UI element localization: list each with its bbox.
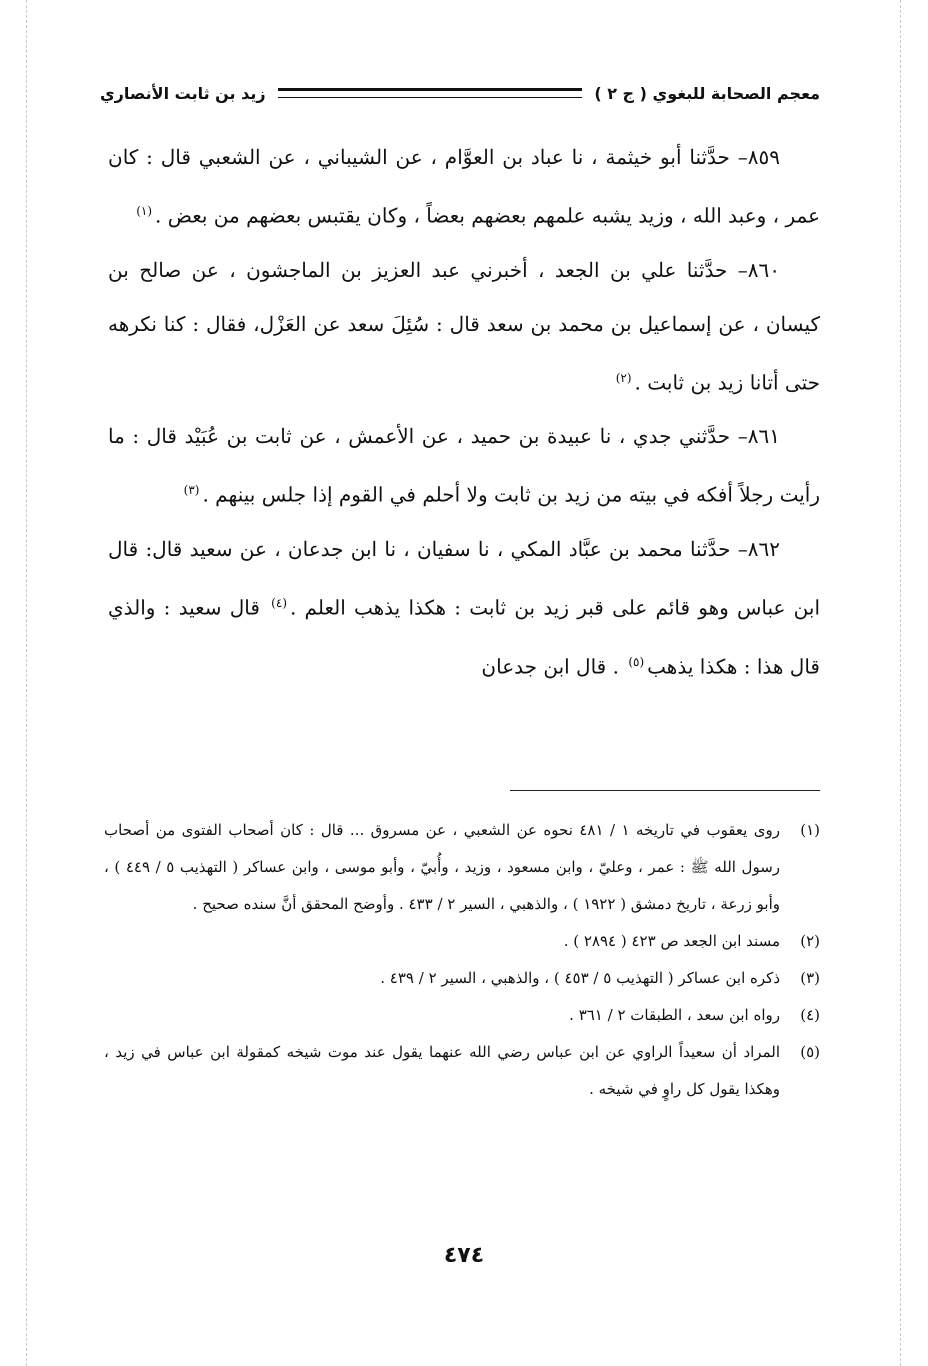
footnote-number: (٣) <box>800 969 820 987</box>
footnote-divider <box>510 790 820 791</box>
footnote-text: روى يعقوب في تاريخه ١ / ٤٨١ نحوه عن الشعبي ، عن مسروق ... قال : كان أصحاب الفتوى من أصحاب رسول الله ﷺ : عمر ، وعليّ ، وابن مسعود ، وزيد ، وأُبيّ ، وأبو موسى ، وابن عساكر ( التهذيب ٥ / ٤٤٩ ) ، وأبو زرعة ، تاريخ دمشق ( ١٩٢٢ ) ، والذهبي ، السير ٢ / ٤٣٣ . وأوضح المحقق أنَّ سنده صحيح . <box>104 821 781 913</box>
main-text <box>108 130 820 693</box>
footnote-ref: (٤) <box>271 595 287 610</box>
footnote <box>104 812 820 923</box>
hadith-paragraph <box>108 243 820 410</box>
hadith-text: ٨٦١– حدَّثني جدي ، نا عبيدة بن حميد ، عن الأعمش ، عن ثابت بن عُبَيْد قال : ما رأيت رجلاً أفكه في بيته من زيد بن ثابت ولا أحلم في القوم إذا جلس بينهم . <box>108 424 820 507</box>
footnotes <box>104 812 820 1108</box>
footnote-number: (١) <box>800 821 820 839</box>
footnote-text: المراد أن سعيداً الراوي عن ابن عباس رضي الله عنهما يقول عند موت شيخه كمقولة ابن عباس في زيد ، وهكذا يقول كل راوٍ في شيخه . <box>104 1043 780 1098</box>
page-number: ٤٧٤ <box>443 1243 485 1268</box>
footnote-number: (٥) <box>800 1043 820 1061</box>
footnote <box>104 923 820 960</box>
page-edge-line-right <box>900 0 901 1366</box>
hadith-text-tail: . قال ابن جدعان <box>481 654 619 679</box>
footnote-ref: (١) <box>136 204 153 218</box>
hadith-paragraph <box>108 522 820 693</box>
hadith-text: ٨٥٩– حدَّثنا أبو خيثمة ، نا عباد بن العوَّام ، عن الشيباني ، عن الشعبي قال : كان عمر ، وعبد الله ، وزيد يشبه علمهم بعضهم بعضاً ، وكان يقتبس بعضهم من بعض . <box>108 145 820 228</box>
footnote <box>104 960 820 997</box>
hadith-text-continued: قال سعيد : والذي قال هذا : هكذا يذهب <box>108 595 820 679</box>
hadith-text: ٨٦٠– حدَّثنا علي بن الجعد ، أخبرني عبد العزيز بن الماجشون ، عن صالح بن كيسان ، عن إسماعيل بن محمد بن سعد قال : سُئِلَ سعد عن العَزْل، فقال : كنا نكرهه حتى أتانا زيد بن ثابت . <box>108 257 820 395</box>
footnote-ref: (٣) <box>183 483 200 498</box>
footnote <box>104 997 820 1034</box>
footnote-number: (٢) <box>800 932 820 950</box>
hadith-paragraph <box>108 130 820 243</box>
page-edge-line-left <box>26 0 27 1366</box>
footnote-text: رواه ابن سعد ، الطبقات ٢ / ٣٦١ . <box>569 1006 780 1024</box>
footnote <box>104 1034 820 1108</box>
header-rule <box>278 88 583 98</box>
footnote-text: مسند ابن الجعد ص ٤٢٣ ( ٢٨٩٤ ) . <box>563 932 780 950</box>
footnote-number: (٤) <box>800 1006 820 1024</box>
hadith-paragraph <box>108 409 820 522</box>
header-book-title: معجم الصحابة للبغوي ( ج ٢ ) <box>594 83 820 103</box>
header-chapter-title: زيد بن ثابت الأنصاري <box>100 83 266 103</box>
hadith-text: ٨٦٢– حدَّثنا محمد بن عبَّاد المكي ، نا سفيان ، نا ابن جدعان ، عن سعيد قال: قال ابن عباس وهو قائم على قبر زيد بن ثابت : هكذا يذهب العلم . <box>108 536 821 620</box>
footnote-ref: (٢) <box>615 370 632 385</box>
footnote-text: ذكره ابن عساكر ( التهذيب ٥ / ٤٥٣ ) ، والذهبي ، السير ٢ / ٤٣٩ . <box>380 969 780 987</box>
footnote-ref: (٥) <box>628 654 645 669</box>
running-header <box>100 78 820 108</box>
